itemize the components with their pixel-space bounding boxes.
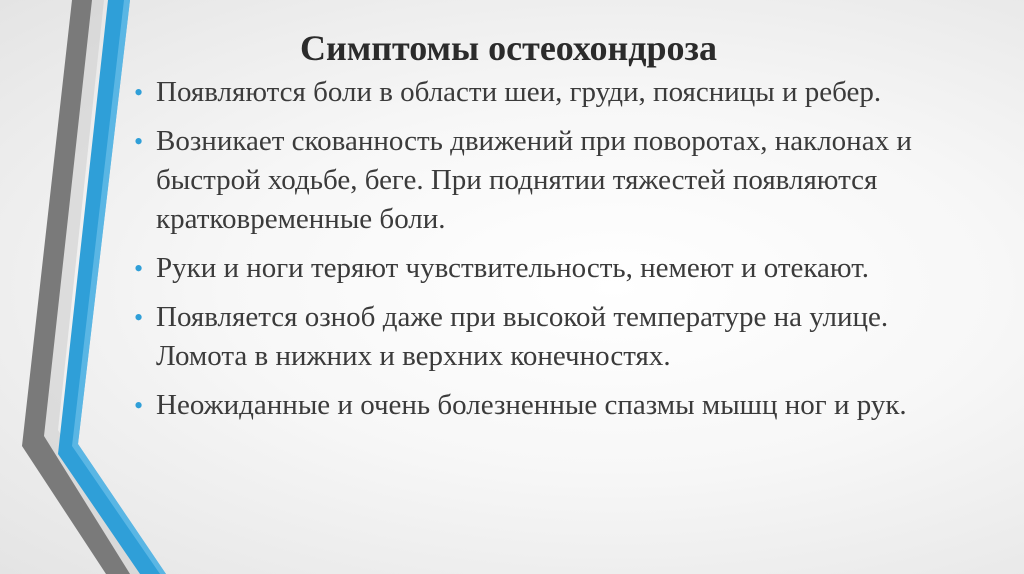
list-item — [134, 298, 934, 376]
list-item — [134, 386, 934, 425]
bullet-icon: • — [134, 254, 144, 283]
list-item — [134, 249, 934, 288]
bullet-icon: • — [134, 303, 144, 332]
bullet-icon: • — [134, 127, 144, 156]
bullet-icon: • — [134, 391, 144, 420]
bullet-text: Появляются боли в области шеи, груди, поясницы и ребер. — [156, 76, 882, 108]
bullet-list — [134, 73, 934, 435]
list-item — [134, 73, 934, 112]
bullet-icon: • — [134, 78, 144, 107]
slide-title: Симптомы остеохондроза — [300, 28, 717, 68]
bullet-text: Возникает скованность движений при поворотах, наклонах и быстрой ходьбе, беге. При поднятии тяжестей появляются кратковременные боли. — [156, 125, 912, 235]
list-item — [134, 122, 934, 239]
bullet-text: Появляется озноб даже при высокой температуре на улице. Ломота в нижних и верхних конечностях. — [156, 301, 889, 372]
bullet-text: Неожиданные и очень болезненные спазмы мышц ног и рук. — [156, 389, 907, 421]
bullet-text: Руки и ноги теряют чувствительность, немеют и отекают. — [156, 252, 869, 284]
